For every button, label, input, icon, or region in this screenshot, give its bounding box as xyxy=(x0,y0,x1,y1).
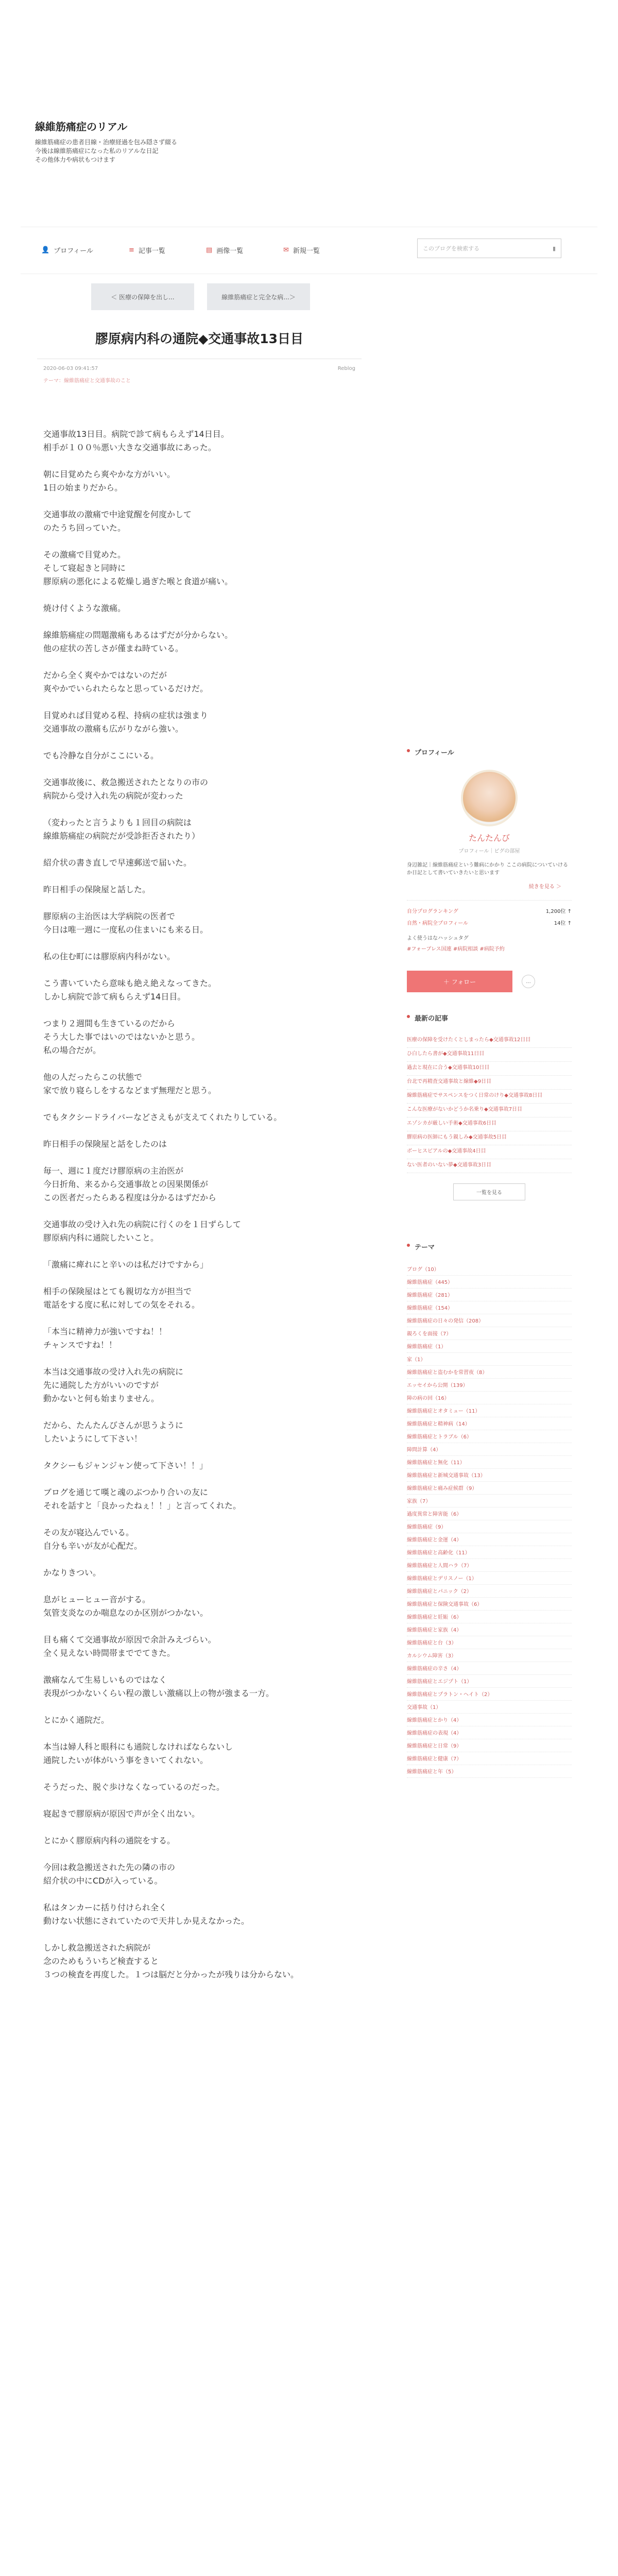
list-icon: ≡ xyxy=(129,246,134,254)
post-line: 昨日相手の保険屋と話をしたのは xyxy=(43,1139,167,1149)
recent-post-link[interactable]: ボーヒスビアルの◆交通事故4日目 xyxy=(407,1145,572,1159)
post-paragraph xyxy=(43,1285,363,1312)
profile-sub[interactable]: プロフィール｜ピグの部屋 xyxy=(458,849,520,854)
post-line: 今日は唯一週に一度私の住まいにも来る日。 xyxy=(43,925,209,935)
avatar[interactable] xyxy=(461,770,518,826)
theme-link[interactable]: 家（1） xyxy=(407,1353,572,1366)
post-paragraph xyxy=(43,816,363,843)
search-icon[interactable]: ▮ xyxy=(552,245,556,252)
recent-post-link[interactable]: こんな医療がないかどうか名乗り◆交通事故7日目 xyxy=(407,1104,572,1117)
next-post-button[interactable]: 線維筋痛症と完全な病...＞ xyxy=(207,283,310,310)
post-line: 膠原病の主治医は大学病院の医者で xyxy=(43,911,176,921)
prev-post-button[interactable]: ＜ 医療の保障を出し... xyxy=(91,283,194,310)
theme-link[interactable]: 障問計算（4） xyxy=(407,1443,572,1456)
post-line: 焼け付くような激痛。 xyxy=(43,603,126,613)
post-line: （変わったと言うよりも１回目の病院は xyxy=(43,818,192,827)
post-line: 紹介状の書き直しで早速郵送で届いた。 xyxy=(43,858,192,868)
theme-link[interactable]: 線維筋痛症と無化（11） xyxy=(407,1456,572,1469)
image-icon: ▤ xyxy=(206,246,213,254)
theme-link[interactable]: 線維筋痛症の辛さ（4） xyxy=(407,1662,572,1675)
theme-link[interactable]: 線維筋痛症の日々の発信（208） xyxy=(407,1314,572,1327)
post-line: 膠原病内科に通院したいこと。 xyxy=(43,1233,159,1243)
post-paragraph xyxy=(43,1071,363,1097)
post-line: 目も痛くて交通事故が原因で余計みえづらい。 xyxy=(43,1635,216,1645)
theme-heading: テーマ xyxy=(407,1242,572,1251)
post-paragraph xyxy=(43,1901,363,1928)
theme-link[interactable]: 線維筋痛症と新城交通事故（13） xyxy=(407,1469,572,1482)
post-line: 念のためもういちど検査すると xyxy=(43,1956,159,1966)
sidebar xyxy=(407,747,572,1778)
post-line: 1日の始まりだから。 xyxy=(43,483,123,493)
theme-link[interactable]: 線維筋痛症と家族（4） xyxy=(407,1623,572,1636)
post-line: 家で放り寝らしをするなどまず無理だと思う。 xyxy=(43,1086,217,1095)
post-line: 交通事故の受け入れ先の病院に行くのを１日ずらして xyxy=(43,1219,242,1229)
recent-post-link[interactable]: 線維筋痛症でサスペンスをつく日常のけり◆交通事故8日目 xyxy=(407,1090,572,1104)
theme-link[interactable]: 線維筋痛症と金運（4） xyxy=(407,1533,572,1546)
profile-more-link[interactable]: 続きを見る ＞ xyxy=(528,884,561,890)
theme-link[interactable]: 線維筋痛症と日常（9） xyxy=(407,1739,572,1752)
post-line: それを話すと「良かったねぇ！！」と言ってくれた。 xyxy=(43,1501,242,1511)
theme-link[interactable]: 線維筋痛症と高齢化（11） xyxy=(407,1546,572,1559)
post-line: 相手の保険屋はとても親切な方が担当で xyxy=(43,1286,192,1296)
theme-link[interactable]: 線維筋痛症とデリスノー（1） xyxy=(407,1572,572,1585)
post-line: だから全く爽やかではないのだが xyxy=(43,670,167,680)
site-description-line: 今後は線維筋痛症になった私のリアルな日記 xyxy=(35,147,159,155)
theme-link[interactable]: 線維筋痛症とパニック（2） xyxy=(407,1585,572,1598)
profile-text: 身辺雑記｜線維筋痛症という難病にかかり ここの病院についていけるか日記として書いていきたいと思います xyxy=(407,862,568,876)
post-line: そうだった、脱ぐ歩けなくなっているのだった。 xyxy=(43,1782,225,1792)
theme-link[interactable]: 線維筋痛症と保険交通事故（6） xyxy=(407,1598,572,1611)
post-paragraph xyxy=(43,709,363,736)
theme-link[interactable]: 線維筋痛症とトラブル（6） xyxy=(407,1430,572,1443)
post-line: したいようにして下さい！ xyxy=(43,1434,143,1444)
person-icon: 👤 xyxy=(41,246,50,254)
post-line: ３つの検査を再度した。１つは脳だと分かったが残りは分からない。 xyxy=(43,1970,299,1979)
post-paragraph xyxy=(43,602,363,615)
post-line: 通院したいが体がいう事をきいてくれない。 xyxy=(43,1755,209,1765)
post-line: 線維筋痛症の問題激痛もあるはずだが分からない。 xyxy=(43,630,233,640)
theme-link[interactable]: エッセイから公開（139） xyxy=(407,1379,572,1392)
post-line: 他の人だったらこの状態で xyxy=(43,1072,143,1082)
post-line: 自分も辛いが友が心配だ。 xyxy=(43,1541,143,1551)
post-line: 交通事故の激痛も広がりながら強い。 xyxy=(43,724,184,734)
post-line: 「本当に精神力が強いですね！！ xyxy=(43,1327,167,1336)
post-line: 電話をする度に私に対しての気をそれる。 xyxy=(43,1300,200,1310)
profile-stats xyxy=(407,900,572,928)
post-line: 線維筋痛症の病院だが受診拒否されたり） xyxy=(43,831,200,841)
nav-item-label: 画像一覧 xyxy=(216,247,244,255)
post-paragraph xyxy=(43,950,363,963)
nav-item-profile[interactable] xyxy=(41,245,93,255)
post-paragraph xyxy=(43,1807,363,1821)
recent-heading: 最新の記事 xyxy=(407,1013,572,1023)
view-all-button[interactable]: 一覧を見る xyxy=(453,1183,525,1200)
nav-item-label: 新規一覧 xyxy=(293,247,320,255)
post-paragraph xyxy=(43,1459,363,1472)
post-line: 昨日相手の保険屋と話した。 xyxy=(43,885,151,894)
post-paragraph xyxy=(43,548,363,588)
post-line: 息がヒューヒュー音がする。 xyxy=(43,1595,151,1604)
post-paragraph xyxy=(43,1740,363,1767)
theme-link[interactable]: 線維筋痛症（154） xyxy=(407,1301,572,1314)
theme-link[interactable]: 線維筋痛症（445） xyxy=(407,1276,572,1289)
nav-item-images[interactable] xyxy=(206,245,243,255)
recent-post-link[interactable]: 医療の保障を受けたくとしまったら◆交通事故12日目 xyxy=(407,1034,572,1048)
search-placeholder: このブログを検索する xyxy=(423,245,479,252)
search-input[interactable] xyxy=(417,239,561,258)
post-paragraph xyxy=(43,749,363,762)
post-paragraph xyxy=(43,910,363,937)
profile-name[interactable]: たんたんび xyxy=(468,833,510,843)
post-line: 交通事故後に、救急搬送されたとなりの市の xyxy=(43,777,209,787)
reblog-button[interactable]: Reblog xyxy=(337,366,355,371)
post-line: しかし病院で診て病もらえず14日目。 xyxy=(43,992,186,1002)
theme-link[interactable]: 線維筋痛症と妊娠（6） xyxy=(407,1611,572,1623)
nav-item-label: プロフィール xyxy=(54,247,93,255)
post-paragraph xyxy=(43,1164,363,1205)
post-line: とにかく膠原病内科の通院をする。 xyxy=(43,1836,176,1845)
post-paragraph xyxy=(43,1111,363,1124)
recent-post-link[interactable]: ない医者のいない夢◆交通事故3日目 xyxy=(407,1159,572,1173)
theme-link[interactable]: 線維筋痛症（1） xyxy=(407,1340,572,1353)
follow-button[interactable]: ＋ フォロー xyxy=(407,971,512,992)
post-paragraph xyxy=(43,1017,363,1057)
hashtags-label: よく使うはなハッシュタグ xyxy=(407,936,469,941)
theme-link[interactable]: 家族（7） xyxy=(407,1495,572,1507)
post-line: 本当は交通事故の受け入れ先の病院に xyxy=(43,1367,184,1377)
theme-link[interactable]: ブログ（10） xyxy=(407,1263,572,1276)
mail-icon: ✉ xyxy=(283,246,289,254)
post-line: この医者だったらある程度は分かるはずだから xyxy=(43,1193,217,1202)
post-line: そして寝起きと同時に xyxy=(43,563,126,573)
post-line: 紹介状の中にCDが入っている。 xyxy=(43,1876,163,1886)
recent-post-link[interactable]: エゾシカが厳しい手術◆交通事故6日目 xyxy=(407,1117,572,1131)
theme-link[interactable]: 線維筋痛症と人間ハラ（7） xyxy=(407,1559,572,1572)
theme-link[interactable]: 障の病の回（16） xyxy=(407,1392,572,1404)
post-paragraph xyxy=(43,1941,363,1981)
post-line: 激痛なんて生易しいものではなく xyxy=(43,1675,167,1685)
post-line: 動かないと何も始まりません。 xyxy=(43,1394,159,1403)
post-line: 目覚めれば目覚める程、持病の症状は強まり xyxy=(43,710,209,720)
site-description-line: 線維筋痛症の患者目線・治療経過を包み隠さず綴る xyxy=(35,139,178,146)
theme-link[interactable]: 線維筋痛症と痛み症候群（9） xyxy=(407,1482,572,1495)
recent-list xyxy=(407,1034,572,1173)
recent-post-link[interactable]: ひ白したら書が◆交通事故11日目 xyxy=(407,1048,572,1062)
post-line: 表現がつかないくらい程の激しい激痛以上の物が強まる一方。 xyxy=(43,1688,274,1698)
stat-value: 1,200位 ↑ xyxy=(545,909,572,914)
theme-link[interactable]: 線維筋痛症と年（5） xyxy=(407,1765,572,1778)
post-paragraph xyxy=(43,856,363,870)
post-paragraph xyxy=(43,1218,363,1245)
post-paragraph xyxy=(43,428,363,454)
theme-list xyxy=(407,1263,572,1778)
theme-link[interactable]: 線維筋痛症とかり（4） xyxy=(407,1714,572,1726)
theme-link[interactable]: 過度異常と障害能（6） xyxy=(407,1507,572,1520)
post-line: ブログを通じて嘆と魂のぶつかり合いの友に xyxy=(43,1487,209,1497)
post-line: 爽やかでいられたらなと思っているだけだ。 xyxy=(43,684,209,693)
nav-item-articles[interactable] xyxy=(129,245,165,255)
post-line: 気管支炎なのか喘息なのか区別がつかない。 xyxy=(43,1608,209,1618)
post-paragraph xyxy=(43,1593,363,1620)
post-line: 毎一、週に１度だけ膠原病の主治医が xyxy=(43,1166,184,1176)
post-paragraph xyxy=(43,1138,363,1151)
post-line: だから、たんたんびさんが思うように xyxy=(43,1420,184,1430)
post-line: 他の症状の苦しさが僅まね時ている。 xyxy=(43,643,184,653)
post-line: チャンスですね！！ xyxy=(43,1340,117,1350)
theme-link[interactable]: 線維筋痛症と盗むかを常習夜（8） xyxy=(407,1366,572,1379)
theme-link[interactable]: 線維筋痛症の表現（4） xyxy=(407,1726,572,1739)
stat-label: 自然・病院全プロフィール xyxy=(407,921,468,926)
post-line: 今回は救急搬送された先の隣の市の xyxy=(43,1862,176,1872)
post-paragraph xyxy=(43,1861,363,1888)
theme-link[interactable]: 線維筋痛症（9） xyxy=(407,1520,572,1533)
theme-link[interactable]: 交通事故（1） xyxy=(407,1701,572,1714)
post-line: でもタクシードライバーなどさえもが支えてくれたりしている。 xyxy=(43,1112,282,1122)
post-line: 相手が１００％悪い大きな交通事故にあった。 xyxy=(43,443,216,452)
theme-link[interactable]: 線維筋痛症と精神病（14） xyxy=(407,1417,572,1430)
post-line: 「激痛に痺れにと辛いのは私だけですから」 xyxy=(43,1260,209,1269)
post-line: 寝起きで膠原病が原因で声が全く出ない。 xyxy=(43,1809,200,1819)
post-line: しかし救急搬送された病院が xyxy=(43,1943,151,1953)
post-line: 今日折角、来るから交通事故との因果関係が xyxy=(43,1179,209,1189)
post-theme-link[interactable]: テーマ：線維筋痛症と交通事故のこと xyxy=(43,378,131,384)
post-paragraph xyxy=(43,1781,363,1794)
post-paragraph xyxy=(43,1325,363,1352)
site-description xyxy=(35,138,177,164)
profile-heading: プロフィール xyxy=(407,747,572,757)
post-date: 2020-06-03 09:41:57 xyxy=(43,366,98,371)
theme-link[interactable]: 線維筋痛症（281） xyxy=(407,1289,572,1301)
post-line: 動けない状態にされていたので天井しか見えなかった。 xyxy=(43,1916,250,1926)
post-paragraph xyxy=(43,1673,363,1700)
post-line: かなりきつい。 xyxy=(43,1568,101,1578)
post-paragraph xyxy=(43,629,363,655)
post-line: 私の場合だが。 xyxy=(43,1045,101,1055)
post-paragraph xyxy=(43,883,363,896)
post-line: こう書いていたら意味も絶え絶えなってきた。 xyxy=(43,978,217,988)
post-line: その友が寝込んでいる。 xyxy=(43,1528,134,1537)
post-paragraph xyxy=(43,1834,363,1848)
post-line: 私の住む町には膠原病内科がない。 xyxy=(43,952,176,961)
follow-row xyxy=(407,971,572,992)
post-paragraph xyxy=(43,1633,363,1660)
more-options-button[interactable]: ... xyxy=(522,975,535,988)
post-paragraph xyxy=(43,1526,363,1553)
site-description-line: その他体力や病状もつけます xyxy=(35,156,116,163)
nav-item-new[interactable] xyxy=(283,245,320,255)
post-paragraph xyxy=(43,468,363,495)
theme-link[interactable]: 線維筋痛症と健康（7） xyxy=(407,1752,572,1765)
theme-link[interactable]: 親ろくを面接（7） xyxy=(407,1327,572,1340)
post-line: 本当は婦人科と眼科にも通院しなければならないし xyxy=(43,1742,233,1752)
post-line: とにかく通院だ。 xyxy=(43,1715,110,1725)
nav-item-label: 記事一覧 xyxy=(138,247,165,255)
stat-label: 自分プログランキング xyxy=(407,909,458,914)
recent-posts xyxy=(407,1013,572,1200)
post-paragraph xyxy=(43,977,363,1004)
post-line: 膠原病の悪化による乾燥し過ぎた喉と食道が痛い。 xyxy=(43,577,233,586)
post-line: その激痛で目覚めた。 xyxy=(43,550,126,560)
post-line: 交通事故13日目。病院で診て病もらえず14日目。 xyxy=(43,429,229,439)
theme-link[interactable]: カルシウム障害（3） xyxy=(407,1649,572,1662)
post-paragraph xyxy=(43,1258,363,1272)
post-paragraph xyxy=(43,1419,363,1446)
recent-post-link[interactable]: 過去と現在に合う◆交通事故10日目 xyxy=(407,1062,572,1076)
post-paragraph xyxy=(43,776,363,803)
post-line: 交通事故の激痛で中途覚醒を何度かして xyxy=(43,510,192,519)
post-line: のたうち回っていた。 xyxy=(43,523,126,533)
post-line: タクシーもジャンジャン使って下さい！！」 xyxy=(43,1461,208,1470)
post-paragraph xyxy=(43,1714,363,1727)
post-body xyxy=(43,428,363,1995)
post-paragraph xyxy=(43,1566,363,1580)
post-line: つまり２週間も生きているのだから xyxy=(43,1019,176,1028)
stat-row[interactable] xyxy=(407,917,572,928)
post-line: 全く見えない時間帯まででてきた。 xyxy=(43,1648,176,1658)
global-nav xyxy=(21,227,597,274)
stat-value: 14位 ↑ xyxy=(554,921,572,926)
post-line: 病院から受け入れ先の病院が変わった xyxy=(43,791,183,801)
post-line: そう大した事ではいのではないかと思う。 xyxy=(43,1032,200,1042)
theme-link[interactable]: 線維筋痛症と台（3） xyxy=(407,1636,572,1649)
theme-link[interactable]: 線維筋痛症とエジプト（1） xyxy=(407,1675,572,1688)
post-line: 朝に目覚めたら爽やかな方がいい。 xyxy=(43,469,176,479)
recent-post-link[interactable]: 台北で再精査交通事故と線維◆9日目 xyxy=(407,1076,572,1090)
site-title[interactable]: 線維筋痛症のリアル xyxy=(35,121,128,133)
post-paragraph xyxy=(43,1365,363,1405)
post-paragraph xyxy=(43,1486,363,1513)
post-line: 私はタンカーに括り付けられ全く xyxy=(43,1903,167,1912)
post-paragraph xyxy=(43,669,363,696)
post-line: 先に通院した方がいいのですが xyxy=(43,1380,159,1390)
theme-link[interactable]: 線維筋痛症とオタミュー（11） xyxy=(407,1404,572,1417)
post-line: でも冷静な自分がここにいる。 xyxy=(43,751,159,760)
post-paragraph xyxy=(43,508,363,535)
theme-link[interactable]: 線維筋痛症とプラトン・ヘイト（2） xyxy=(407,1688,572,1701)
recent-post-link[interactable]: 膠原病の医師にもう親しみ◆交通事故5日目 xyxy=(407,1131,572,1145)
stat-row[interactable] xyxy=(407,905,572,917)
themes xyxy=(407,1242,572,1778)
post-title: 膠原病内科の通院◆交通事故13日目 xyxy=(95,331,304,346)
site-header xyxy=(0,0,618,206)
hashtags[interactable]: #フォーブレス国連 #病院相談 #病院予約 xyxy=(407,946,505,952)
